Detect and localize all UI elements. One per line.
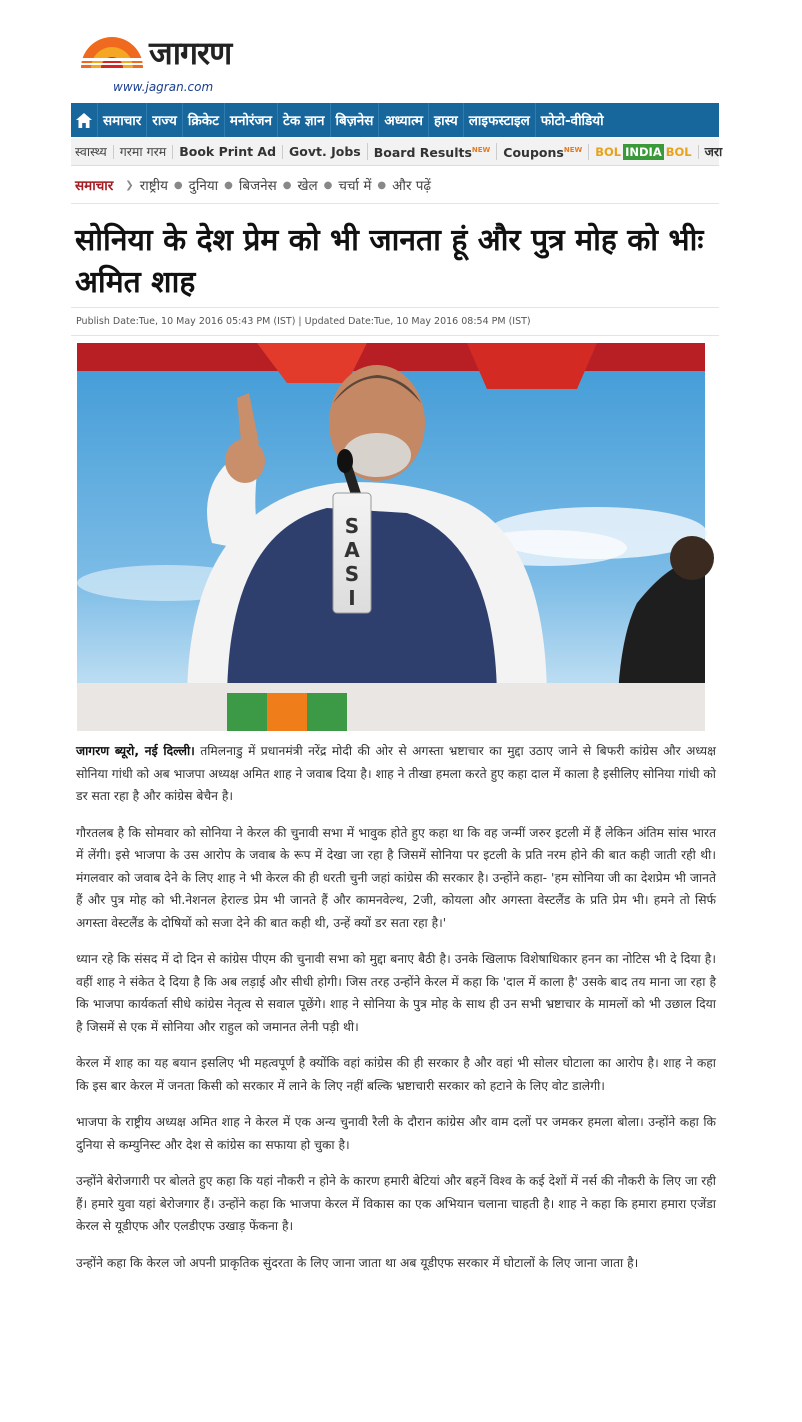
bullet-icon: ●: [173, 179, 183, 191]
bullet-icon: ●: [323, 179, 333, 191]
article-byline: जागरण ब्यूरो, नई दिल्ली।: [76, 744, 195, 758]
nav-item-adhyatm[interactable]: अध्यात्म: [378, 103, 428, 137]
sun-logo-icon: [79, 34, 145, 68]
board-results-label: Board Results: [373, 145, 472, 161]
sub-nav: [71, 138, 723, 166]
divider: [71, 307, 719, 308]
nav-item-manoranjan[interactable]: मनोरंजन: [224, 103, 277, 137]
nav-item-tech-gyan[interactable]: टेक ज्ञान: [277, 103, 330, 137]
nav-item-hasya[interactable]: हास्य: [428, 103, 463, 137]
nav-item-photo-video[interactable]: फोटो-वीडियो: [535, 103, 609, 137]
divider: [71, 335, 719, 336]
article-photo: [77, 343, 705, 731]
breadcrumb-section[interactable]: समाचार: [75, 178, 114, 194]
article-paragraph: भाजपा के राष्ट्रीय अध्यक्ष अमित शाह ने केरल में एक अन्य चुनावी रैली के दौरान कांग्रेस और वाम दलों पर जमकर हमला बोला। उन्होंने कहा कि दुनिया से कम्युनिस्ट और देश से कांग्रेस का सफाया हो चुका है।: [76, 1115, 716, 1152]
article-body: [76, 740, 716, 1288]
subnav-item-govt-jobs[interactable]: Govt. Jobs: [282, 145, 367, 159]
breadcrumb-item-khel[interactable]: खेल: [297, 178, 318, 194]
subnav-item-garma-garam[interactable]: गरमा गरम: [113, 145, 172, 159]
subnav-item-swasthya[interactable]: स्वास्थ्य: [75, 143, 107, 159]
bullet-icon: ●: [282, 179, 292, 191]
article-paragraph: ध्यान रहे कि संसद में दो दिन से कांग्रेस पीएम की चुनावी सभा को मुद्दा बनाए बैठी है। उनके खिलाफ विशेषाधिकार हनन का नोटिस भी दे दिया है। वहीं शाह ने संकेत दे दिया है कि अब लड़ाई और सीधी होगी। जिस तरह उन्होंने केरल में कहा कि 'दाल में काला है' उसके बाद तय माना जा रहा है कि भाजपा कार्यकर्ता सीधे कांग्रेस नेतृत्व से सवाल पूछेंगे। शाह ने सोनिया के पुत्र मोह के साथ ही उन सभी भ्रष्टाचार के मामलों को भी उछाल दिया है जिसमें से एक में सोनिया और राहुल को जमानत लेनी पड़ी थी।: [76, 952, 716, 1034]
nav-item-cricket[interactable]: क्रिकेट: [182, 103, 224, 137]
nav-item-rajya[interactable]: राज्य: [146, 103, 182, 137]
bib-india: INDIA: [625, 144, 662, 159]
bullet-icon: ●: [224, 179, 233, 191]
site-url[interactable]: www.jagran.com: [113, 80, 214, 94]
chevron-right-icon: ❯: [125, 179, 134, 191]
bullet-icon: ●: [377, 179, 387, 191]
svg-text:S: S: [344, 562, 360, 586]
article-paragraph: उन्होंने कहा कि केरल जो अपनी प्राकृतिक सुंदरता के लिए जाना जाता था अब यूडीएफ सरकार में घोटालों के लिए जाना जाता है।: [76, 1255, 639, 1270]
divider: [71, 203, 719, 204]
subnav-item-book-print-ad[interactable]: Book Print Ad: [172, 145, 282, 159]
svg-text:A: A: [344, 538, 360, 562]
main-nav: [71, 103, 719, 137]
breadcrumb-item-charcha[interactable]: चर्चा में: [338, 178, 372, 194]
bib-bol-left: BOL: [595, 144, 622, 159]
site-logo[interactable]: [79, 34, 319, 98]
new-badge: NEW: [471, 145, 491, 154]
article-headline: सोनिया के देश प्रेम को भी जानता हूं और पुत्र मोह को भीः अमित शाह: [75, 223, 704, 300]
article-dateline: Publish Date:Tue, 10 May 2016 05:43 PM (IST) | Updated Date:Tue, 10 May 2016 08:54 PM (IST): [76, 316, 531, 327]
article-paragraph: उन्होंने बेरोजगारी पर बोलते हुए कहा कि यहां नौकरी न होने के कारण हमारी बेटियां और बहनें विश्व के कई देशों में नर्स की नौकरी के लिए जा रही हैं। हमारे युवा यहां बेरोजगार हैं। उन्होंने कहा कि भाजपा केरल में विकास का एक अभियान चलाना चाहती है। शाह ने कहा कि हमारा हमारा एजेंडा केरल से यूडीएफ और एलडीएफ उखाड़ फेंकना है।: [76, 1174, 716, 1233]
nav-item-lifestyle[interactable]: लाइफस्टाइल: [463, 103, 535, 137]
svg-text:S: S: [344, 514, 360, 538]
bib-bol-right: BOL: [665, 144, 692, 159]
breadcrumb-item-aur-padhen[interactable]: और पढ़ें: [392, 178, 432, 194]
article-paragraph: [76, 740, 716, 808]
coupons-label: Coupons: [503, 145, 564, 161]
breadcrumb-item-rashtriya[interactable]: राष्ट्रीय: [139, 178, 168, 194]
breadcrumb-item-duniya[interactable]: दुनिया: [188, 178, 219, 194]
new-badge: NEW: [563, 145, 583, 154]
nav-item-samachar[interactable]: समाचार: [97, 103, 146, 137]
subnav-item-board-results[interactable]: [367, 143, 497, 160]
subnav-item-coupons[interactable]: [496, 143, 588, 160]
article-paragraph-text: तमिलनाडु में प्रधानमंत्री नरेंद्र मोदी की ओर से अगस्ता भ्रष्टाचार का मुद्दा उठाए जाने से बिफरी कांग्रेस और अध्यक्ष सोनिया गांधी को अब भाजपा अध्यक्ष अमित शाह ने जवाब दिया है। शाह ने तीखा हमला करते हुए कहा दाल में काला है इसीलिए सोनिया गांधी को डर सता रहा है और कांग्रेस बेचैन है।: [76, 744, 716, 803]
subnav-item-bol-india-bol[interactable]: [588, 144, 697, 160]
home-icon: [76, 113, 92, 128]
subnav-item-more[interactable]: जरा: [698, 145, 729, 159]
breadcrumb: [75, 176, 431, 194]
home-link[interactable]: [71, 103, 97, 137]
article-photo-illustration: [77, 343, 705, 731]
logo-wordmark: जागरण: [149, 34, 232, 72]
nav-item-business[interactable]: बिज़नेस: [330, 103, 379, 137]
breadcrumb-item-business[interactable]: बिजनेस: [238, 178, 277, 194]
svg-text:I: I: [348, 586, 356, 610]
article-paragraph: गौरतलब है कि सोमवार को सोनिया ने केरल की चुनावी सभा में भावुक होते हुए कहा था कि वह जन्मीं जरुर इटली में हैं लेकिन अंतिम सांस भारत में लेंगी। इसे भाजपा के उस आरोप के जवाब के रूप में देखा जा रहा है जिसमें सोनिया पर इटली के प्रति नरम होने की बात कही जाती रही थी। मंगलवार को जवाब देने के लिए शाह ने भी केरल की ही धरती चुनी जहां कांग्रेस की सरकार है। उन्होंने कहा- 'हम सोनिया जी का देशप्रेम भी जानते हैं और पुत्र मोह को भी.नेशनल हेराल्ड प्रेम भी जानते हैं और कामनवेल्थ, 2जी, कोयला और अगस्ता वेस्टलैंड के प्रति प्रेम भी। हमने तो सिर्फ अगस्ता वेस्टलैंड के दोषियों को सजा देने की बात कही थी, उन्हें क्यों डर सता रहा है।': [76, 825, 716, 930]
article-paragraph: केरल में शाह का यह बयान इसलिए भी महत्वपूर्ण है क्योंकि वहां कांग्रेस की ही सरकार है और वहां भी सोलर घोटाला का आरोप है। शाह ने कहा कि इस बार केरल में जनता किसी को सरकार में लाने के लिए नहीं बल्कि भ्रष्टाचारी सरकार को हटाने के लिए वोट डालेगी।: [76, 1056, 716, 1093]
